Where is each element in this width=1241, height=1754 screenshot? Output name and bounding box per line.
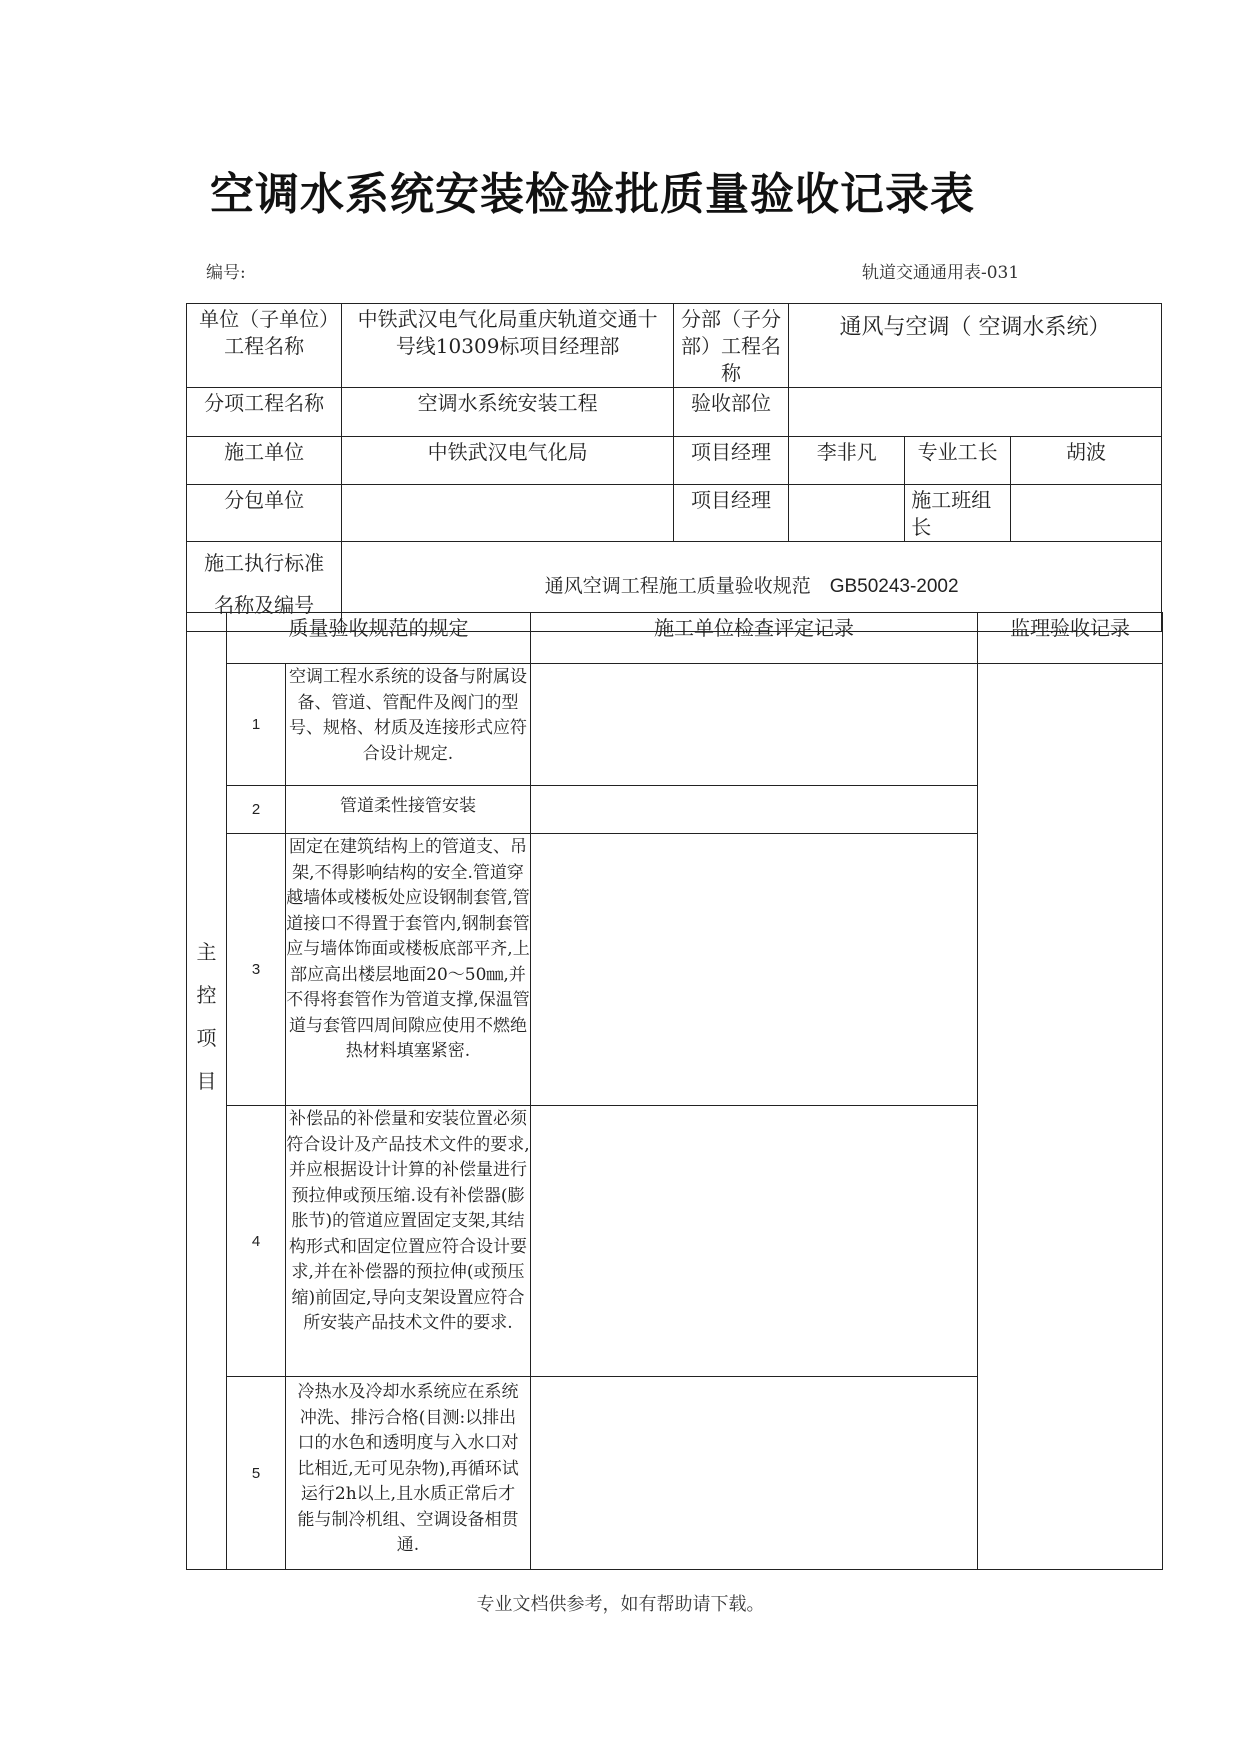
item-criteria: 管道柔性接管安装 — [286, 786, 531, 834]
foreman-label: 专业工长 — [905, 437, 1011, 485]
unit-value: 中铁武汉电气化局重庆轨道交通十号线10309标项目经理部 — [342, 304, 674, 388]
main-control-label — [187, 613, 227, 1570]
subcontractor-value — [342, 485, 674, 542]
subitem-value: 空调水系统安装工程 — [342, 388, 674, 437]
page-title: 空调水系统安装检验批质量验收记录表 — [210, 169, 975, 220]
item-number: 4 — [227, 1106, 286, 1377]
contractor-label: 施工单位 — [187, 437, 342, 485]
pm2-value — [789, 485, 905, 542]
standard-label-line2: 名称及编号 — [214, 593, 315, 617]
form-number-label: 编号: — [206, 263, 246, 283]
item-criteria: 冷热水及冷却水系统应在系统冲洗、排污合格(目测:以排出口的水色和透明度与入水口对比相近,无可见杂物),再循环试运行2h以上,且水质正常后才能与制冷机组、空调设备相贯通. — [286, 1377, 531, 1570]
subcontractor-label: 分包单位 — [187, 485, 342, 542]
header-table — [186, 303, 1162, 632]
col-spec-header: 质量验收规范的规定 — [227, 613, 531, 664]
team-label: 施工班组长 — [905, 485, 1011, 542]
item-number: 1 — [227, 664, 286, 786]
item-number: 3 — [227, 834, 286, 1106]
acceptance-label: 验收部位 — [673, 388, 788, 437]
pm-label: 项目经理 — [673, 437, 788, 485]
col-record-header: 施工单位检查评定记录 — [531, 613, 978, 664]
standard-value: 通风空调工程施工质量验收规范 GB50243-2002 — [342, 542, 1162, 632]
contractor-value: 中铁武汉电气化局 — [342, 437, 674, 485]
items-table — [186, 612, 1163, 1570]
form-code: 轨道交通通用表-031 — [862, 263, 1020, 283]
section-char-4: 目 — [196, 1069, 217, 1093]
item-record-cell — [531, 786, 978, 834]
acceptance-value — [789, 388, 1162, 437]
foreman-value: 胡波 — [1010, 437, 1161, 485]
item-record-cell — [531, 834, 978, 1106]
item-criteria: 补偿品的补偿量和安装位置必须符合设计及产品技术文件的要求,并应根据设计计算的补偿量进行预拉伸或预压缩.设有补偿器(膨胀节)的管道应置固定支架,其结构形式和固定位置应符合设计要求,并在补偿器的预拉伸(或预压缩)前固定,导向支架设置应符合所安装产品技术文件的要求. — [286, 1106, 531, 1377]
item-record-cell — [531, 1106, 978, 1377]
subitem-label: 分项工程名称 — [187, 388, 342, 437]
team-value — [1010, 485, 1161, 542]
col-supervision-header: 监理验收记录 — [978, 613, 1163, 664]
item-record-cell — [531, 1377, 978, 1570]
unit-label: 单位（子单位）工程名称 — [187, 304, 342, 388]
item-number: 2 — [227, 786, 286, 834]
standard-label-line1: 施工执行标准 — [204, 551, 325, 575]
section-char-3: 项 — [196, 1026, 217, 1050]
item-criteria: 空调工程水系统的设备与附属设备、管道、管配件及阀门的型号、规格、材质及连接形式应符合设计规定. — [286, 664, 531, 786]
pm-value: 李非凡 — [789, 437, 905, 485]
item-record-cell — [531, 664, 978, 786]
item-criteria: 固定在建筑结构上的管道支、吊架,不得影响结构的安全.管道穿越墙体或楼板处应设钢制套管,管道接口不得置于套管内,钢制套管应与墙体饰面或楼板底部平齐,上部应高出楼层地面20～50㎜,并不得将套管作为管道支撑,保温管道与套管四周间隙应使用不燃绝热材料填塞紧密. — [286, 834, 531, 1106]
pm2-label: 项目经理 — [673, 485, 788, 542]
item-number: 5 — [227, 1377, 286, 1570]
section-char-2: 控 — [196, 983, 217, 1007]
section-char-1: 主 — [196, 940, 217, 964]
division-value: 通风与空调（ 空调水系统） — [789, 304, 1162, 388]
supervision-record-cell — [978, 664, 1163, 1570]
division-label: 分部（子分部）工程名称 — [673, 304, 788, 388]
page-footer: 专业文档供参考，如有帮助请下载。 — [476, 1594, 765, 1615]
